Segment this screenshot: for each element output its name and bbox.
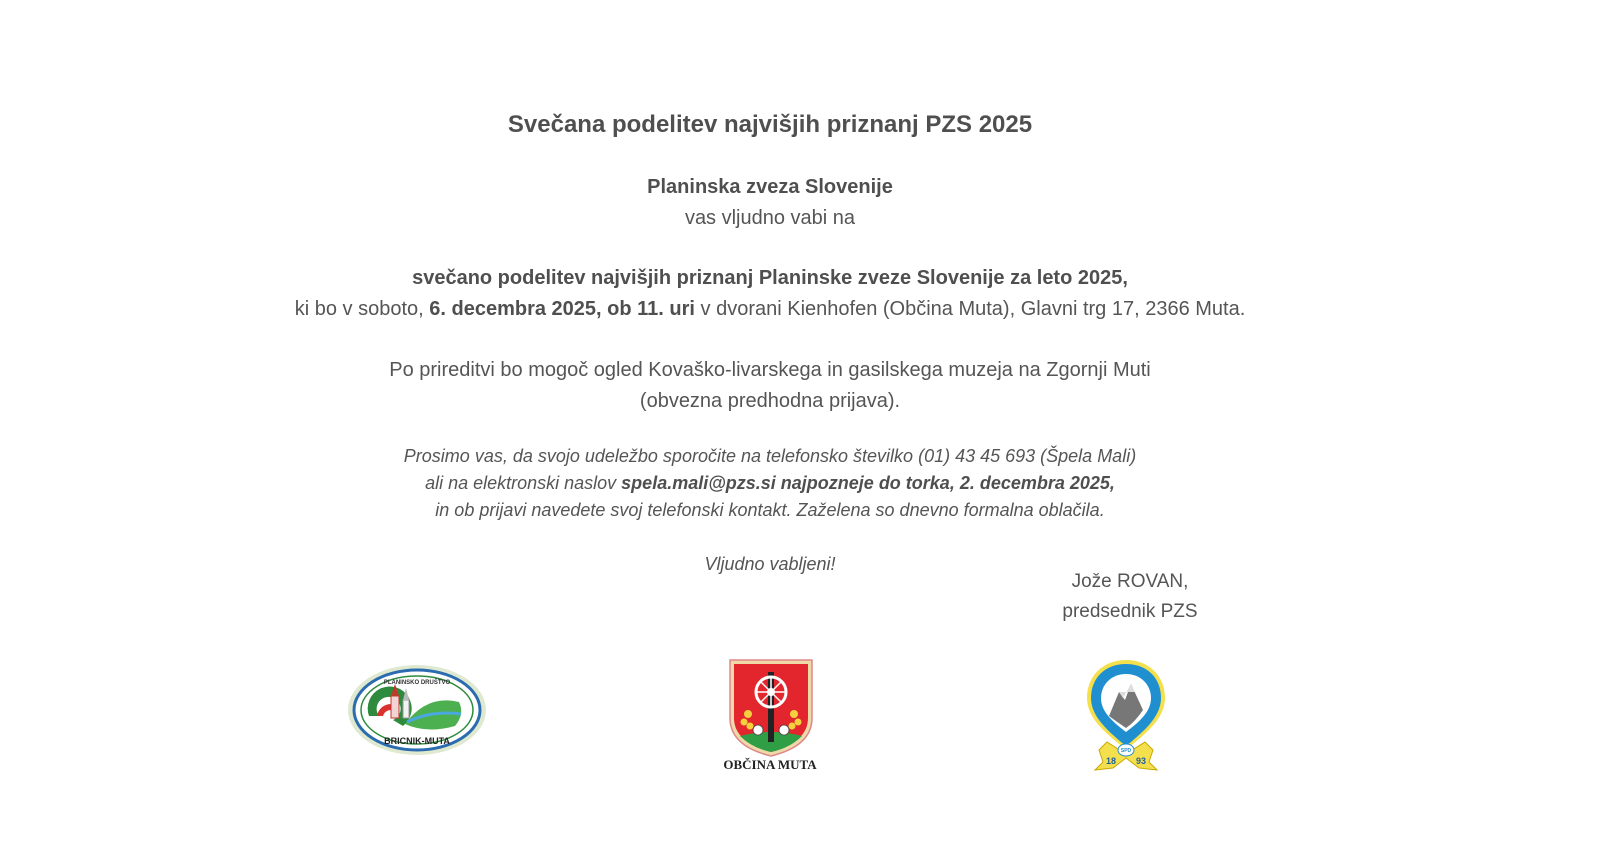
rsvp-email-link[interactable]: spela.mali@pzs.si bbox=[621, 473, 776, 493]
invitation-phrase: vas vljudno vabi na bbox=[684, 207, 856, 229]
rsvp-line-2 bbox=[0, 473, 1540, 494]
after-event-line-2: (obvezna predhodna prijava). bbox=[639, 390, 901, 412]
signature-role: predsednik PZS bbox=[1062, 601, 1198, 622]
svg-text:SPD: SPD bbox=[1120, 748, 1132, 754]
svg-text:BRICNIK-MUTA: BRICNIK-MUTA bbox=[384, 736, 450, 746]
svg-text:93: 93 bbox=[1135, 756, 1147, 766]
event-venue: v dvorani Kienhofen (Občina Muta), Glavni trg 17, 2366 Muta. bbox=[694, 298, 1246, 320]
obcina-muta-label: OBČINA MUTA bbox=[723, 757, 817, 772]
signature-block bbox=[1030, 567, 1230, 627]
signature-name: Jože ROVAN, bbox=[1071, 571, 1189, 592]
rsvp-deadline: najpozneje do torka, 2. decembra 2025, bbox=[775, 473, 1115, 493]
rsvp-line-3: in ob prijavi navedete svoj telefonski kontakt. Zaželena so dnevno formalna oblačila. bbox=[435, 500, 1105, 520]
rsvp-prefix: ali na elektronski naslov bbox=[425, 473, 622, 493]
closing-greeting: Vljudno vabljeni! bbox=[704, 554, 836, 574]
obcina-muta-coat-of-arms bbox=[728, 658, 814, 758]
event-description: svečano podelitev najvišjih priznanj Planinske zveze Slovenije za leto 2025, bbox=[412, 267, 1128, 289]
svg-text:PLANINSKO DRUŠTVO: PLANINSKO DRUŠTVO bbox=[383, 680, 451, 686]
after-event-line-1: Po prireditvi bo mogoč ogled Kovaško-livarskega in gasilskega muzeja na Zgornji Muti bbox=[389, 359, 1151, 381]
planinska-zveza-slovenije-logo bbox=[1085, 658, 1167, 774]
organizer-name: Planinska zveza Slovenije bbox=[647, 176, 893, 198]
planinsko-drustvo-bricnik-muta-logo bbox=[347, 664, 487, 756]
document-title: Svečana podelitev najvišjih priznanj PZS 2025 bbox=[507, 111, 1033, 138]
rsvp-line-1: Prosimo vas, da svojo udeležbo sporočite na telefonsko številko (01) 43 45 693 (Špela Mali) bbox=[403, 446, 1137, 466]
svg-text:18: 18 bbox=[1105, 756, 1117, 766]
when-prefix: ki bo v soboto, bbox=[294, 298, 430, 320]
event-date-time: 6. decembra 2025, ob 11. uri bbox=[429, 298, 695, 320]
event-when-where bbox=[0, 298, 1540, 321]
